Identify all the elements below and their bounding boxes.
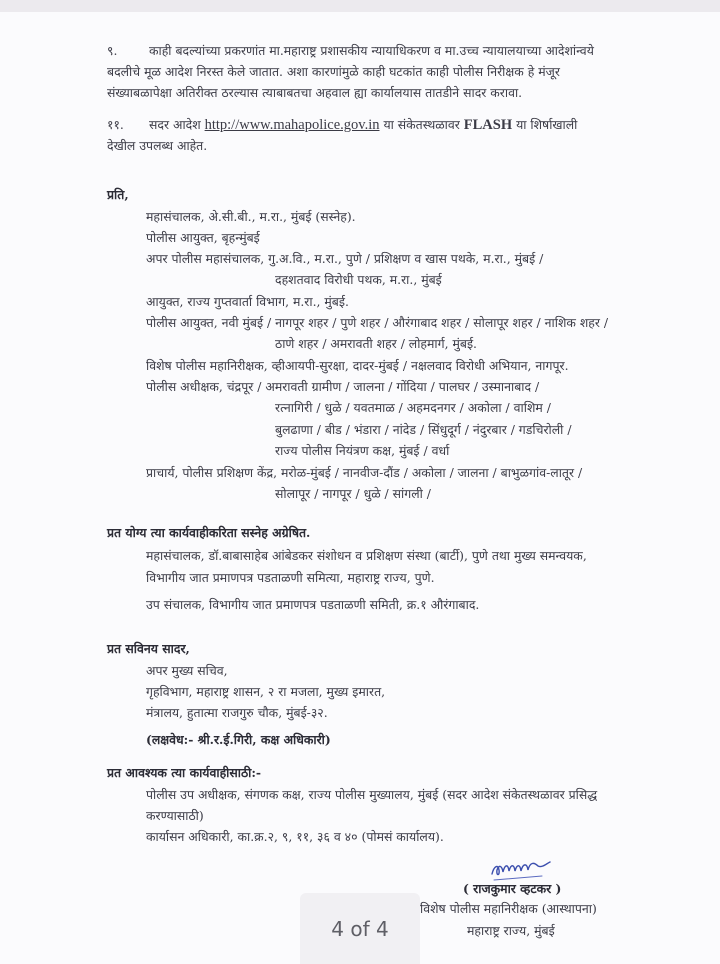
para11-number: ११. [107,117,124,132]
yogya-line: उप संचालक, विभागीय जात प्रमाणपत्र पडताळणी समिती, क्र.१ औरंगाबाद. [146,597,480,612]
savinay-line: गृहविभाग, महाराष्ट्र शासन, २ रा मजला, मुख्य इमारत, [146,684,386,699]
para9-number: ९. [107,43,118,58]
yogya-line: महासंचालक, डॉ.बाबासाहेब आंबेडकर संशोधन व प्रशिक्षण संस्था (बार्टी), पुणे तथा मुख्य समन्वयक, [146,548,587,563]
prati-line: सोलापूर / नागपूर / धुळे / सांगली / [275,486,431,501]
page-indicator [300,893,420,964]
signatory-name: ( राजकुमार व्हटकर ) [463,881,562,896]
yogya-line: विभागीय जात प्रमाणपत्र पडताळणी समित्या, महाराष्ट्र राज्य, पुणे. [146,570,435,585]
avashyak-line: करण्यासाठी) [146,808,204,823]
para9-line3: संख्याबळापेक्षा अतिरीक्त ठरल्यास त्याबाबतचा अहवाल ह्या कार्यालयास तातडीने सादर करावा. [107,85,523,100]
prati-line: विशेष पोलीस महानिरीक्षक, व्हीआयपी-सुरक्षा, दादर-मुंबई / नक्षलवाद विरोधी अभियान, नागपूर. [146,358,569,373]
prati-line: पोलीस आयुक्त, बृहन्मुंबई [146,230,260,245]
page-indicator-label: 4 of 4 [331,916,389,941]
document-page[interactable] [0,12,720,964]
para9-line2: बदलीचे मूळ आदेश निरस्त केले जातात. अशा कारणांमुळे काही घटकांत काही पोलीस निरीक्षक हे मंजूर [107,64,560,79]
prati-line: बुलढाणा / बीड / भंडारा / नांदेड / सिंधुदूर्ग / नंदुरबार / गडचिरोली / [275,422,572,437]
prati-line: प्राचार्य, पोलीस प्रशिक्षण केंद्र, मरोळ-मुंबई / नानवीज-दौंड / अकोला / जालना / बाभुळगांव-लातूर / [146,465,583,480]
prati-line: राज्य पोलीस नियंत्रण कक्ष, मुंबई / वर्धा [275,443,450,458]
signatory-location: महाराष्ट्र राज्य, मुंबई [467,923,555,938]
prati-line: पोलीस अधीक्षक, चंद्रपूर / अमरावती ग्रामीण / जालना / गोंदिया / पालघर / उस्मानाबाद / [146,379,540,394]
avashyak-line: पोलीस उप अधीक्षक, संगणक कक्ष, राज्य पोलीस मुख्यालय, मुंबई (सदर आदेश संकेतस्थळावर प्रसिद्ध [146,787,598,802]
avashyak-heading: प्रत आवश्यक त्या कार्यवाहीसाठी:- [107,765,262,780]
para11-line2: देखील उपलब्ध आहेत. [107,138,208,153]
flash-label: FLASH [463,117,513,133]
savinay-heading: प्रत सविनय सादर, [107,641,190,656]
savinay-line: मंत्रालय, हुतात्मा राजगुरु चौक, मुंबई-३२. [146,705,328,720]
avashyak-line: कार्यासन अधिकारी, का.क्र.२, ९, ११, ३६ व ४० (पोमसं कार्यालय). [146,829,444,844]
prati-line: अपर पोलीस महासंचालक, गु.अ.वि., म.रा., पुणे / प्रशिक्षण व खास पथके, म.रा., मुंबई / [146,251,544,266]
signatory-designation: विशेष पोलीस महानिरीक्षक (आस्थापना) [420,901,597,916]
savinay-line: अपर मुख्य सचिव, [146,663,228,678]
prati-heading: प्रति, [107,187,129,202]
para9-line1: ९. काही बदल्यांच्या प्रकरणांत मा.महाराष्ट्र प्रशासकीय न्यायाधिकरण व मा.उच्च न्यायालयाच्या आदेशांन्वये [107,43,594,58]
mahapolice-link[interactable]: http://www.mahapolice.gov.in [204,117,380,133]
para11-line1: ११. सदर आदेश http://www.mahapolice.gov.in या संकेतस्थळावर FLASH या शिर्षाखाली [107,117,578,133]
prati-line: ठाणे शहर / अमरावती शहर / लोहमार्ग, मुंबई. [275,336,477,351]
prati-line: पोलीस आयुक्त, नवी मुंबई / नागपूर शहर / पुणे शहर / औरंगाबाद शहर / सोलापूर शहर / नाशिक शहर / [146,315,609,330]
prati-line: आयुक्त, राज्य गुप्तवार्ता विभाग, म.रा., मुंबई. [146,294,349,309]
savinay-attention: (लक्षवेध:- श्री.र.ई.गिरी, कक्ष अधिकारी) [146,732,331,747]
prati-line: महासंचालक, अे.सी.बी., म.रा., मुंबई (सस्नेह). [146,209,356,224]
prati-line: दहशतवाद विरोधी पथक, म.रा., मुंबई [275,272,442,287]
yogya-heading: प्रत योग्य त्या कार्यवाहीकरिता सस्नेह अग्रेषित. [107,525,311,540]
prati-line: रत्नागिरी / धुळे / यवतमाळ / अहमदनगर / अकोला / वाशिम / [275,400,551,415]
